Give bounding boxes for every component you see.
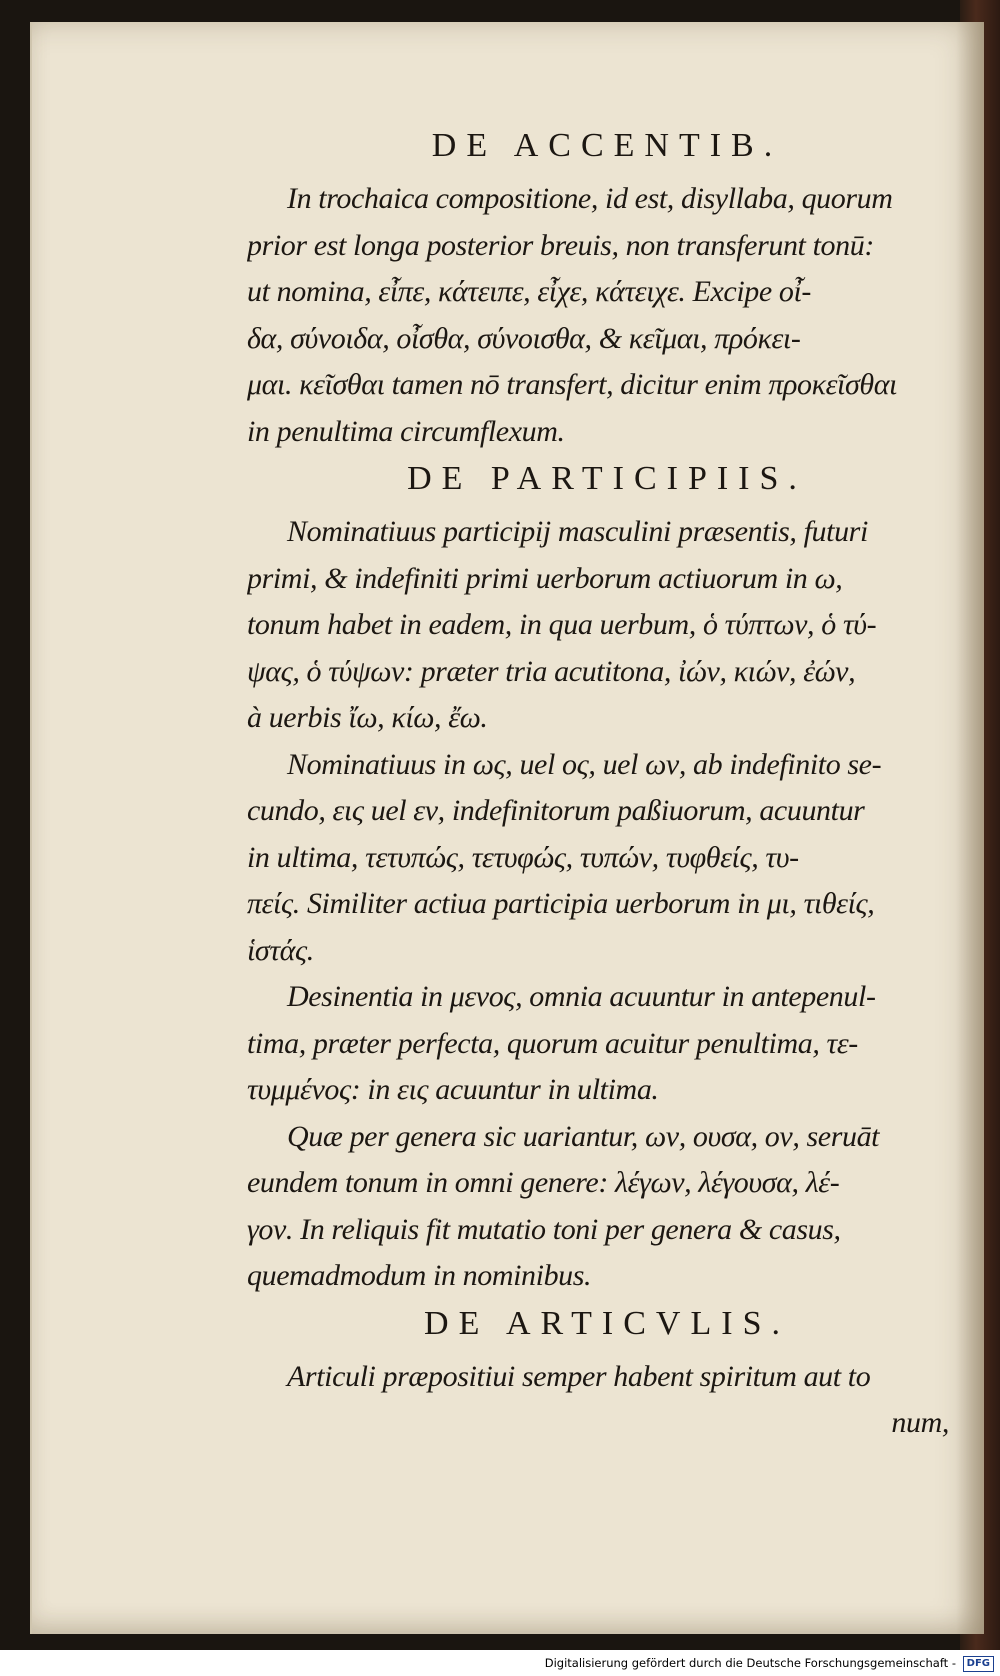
text-line: Nominatiuus participij masculini præsentis, futuri bbox=[287, 515, 868, 548]
text-line: eundem tonum in omni genere: λέγων, λέγουσα, λέ- bbox=[247, 1166, 840, 1199]
text-line: In trochaica compositione, id est, disyllaba, quorum bbox=[287, 182, 893, 215]
text-line: tima, præter perfecta, quorum acuitur penultima, τε- bbox=[247, 1026, 858, 1060]
text-line: tonum habet in eadem, in qua uerbum, ὁ τύπτων, ὁ τύ- bbox=[247, 608, 877, 641]
credit-text: Digitalisierung gefördert durch die Deutsche Forschungsgemeinschaft - bbox=[544, 1656, 956, 1670]
section-heading: DE PARTICIPIIS. bbox=[407, 460, 807, 497]
text-line: cundo, εις uel εν, indefinitorum paßiuorum, acuuntur bbox=[247, 794, 865, 827]
text-line: prior est longa posterior breuis, non transferunt tonū: bbox=[247, 228, 874, 262]
text-line: Articuli præpositiui semper habent spiritum aut to bbox=[287, 1359, 871, 1393]
text-line: μαι. κεῖσθαι tamen nō transfert, dicitur enim προκεῖσθαι bbox=[247, 368, 897, 401]
text-line: Desinentia in μενος, omnia acuuntur in antepenul- bbox=[287, 980, 876, 1013]
page-text-block bbox=[247, 122, 967, 1447]
text-line: Nominatiuus in ως, uel ος, uel ων, ab indefinito se- bbox=[287, 747, 882, 781]
text-line: πείς. Similiter actiua participia uerborum in μι, τιθείς, bbox=[247, 887, 875, 920]
text-line: à uerbis ἴω, κίω, ἔω. bbox=[247, 701, 488, 734]
section-heading: DE ACCENTIB. bbox=[431, 127, 783, 164]
text-line: primi, & indefiniti primi uerborum actiuorum in ω, bbox=[247, 561, 843, 595]
text-line: in ultima, τετυπώς, τετυφώς, τυπών, τυφθείς, τυ- bbox=[247, 840, 799, 874]
text-line: Quæ per genera sic uariantur, ων, ουσα, ον, seruāt bbox=[287, 1119, 880, 1153]
text-line: τυμμένος: in εις acuuntur in ultima. bbox=[247, 1073, 659, 1106]
digitization-credit bbox=[0, 1652, 994, 1676]
dfg-logo: DFG bbox=[963, 1656, 994, 1672]
text-line: δα, σύνοιδα, οἶσθα, σύνοισθα, & κεῖμαι, πρόκει- bbox=[247, 321, 801, 355]
section-heading: DE ARTICVLIS. bbox=[424, 1304, 790, 1342]
text-line: in penultima circumflexum. bbox=[247, 414, 565, 448]
text-line: ψας, ὁ τύψων: præter tria acutitona, ἰών, κιών, ἐών, bbox=[247, 654, 856, 688]
catchword: num, bbox=[891, 1406, 949, 1439]
text-line: γον. In reliquis fit mutatio toni per genera & casus, bbox=[247, 1212, 841, 1246]
book-page bbox=[30, 22, 984, 1634]
text-line: quemadmodum in nominibus. bbox=[247, 1259, 592, 1292]
text-line: ἱστάς. bbox=[247, 933, 314, 967]
text-line: ut nomina, εἶπε, κάτειπε, εἶχε, κάτειχε. Excipe οἶ- bbox=[247, 275, 811, 308]
